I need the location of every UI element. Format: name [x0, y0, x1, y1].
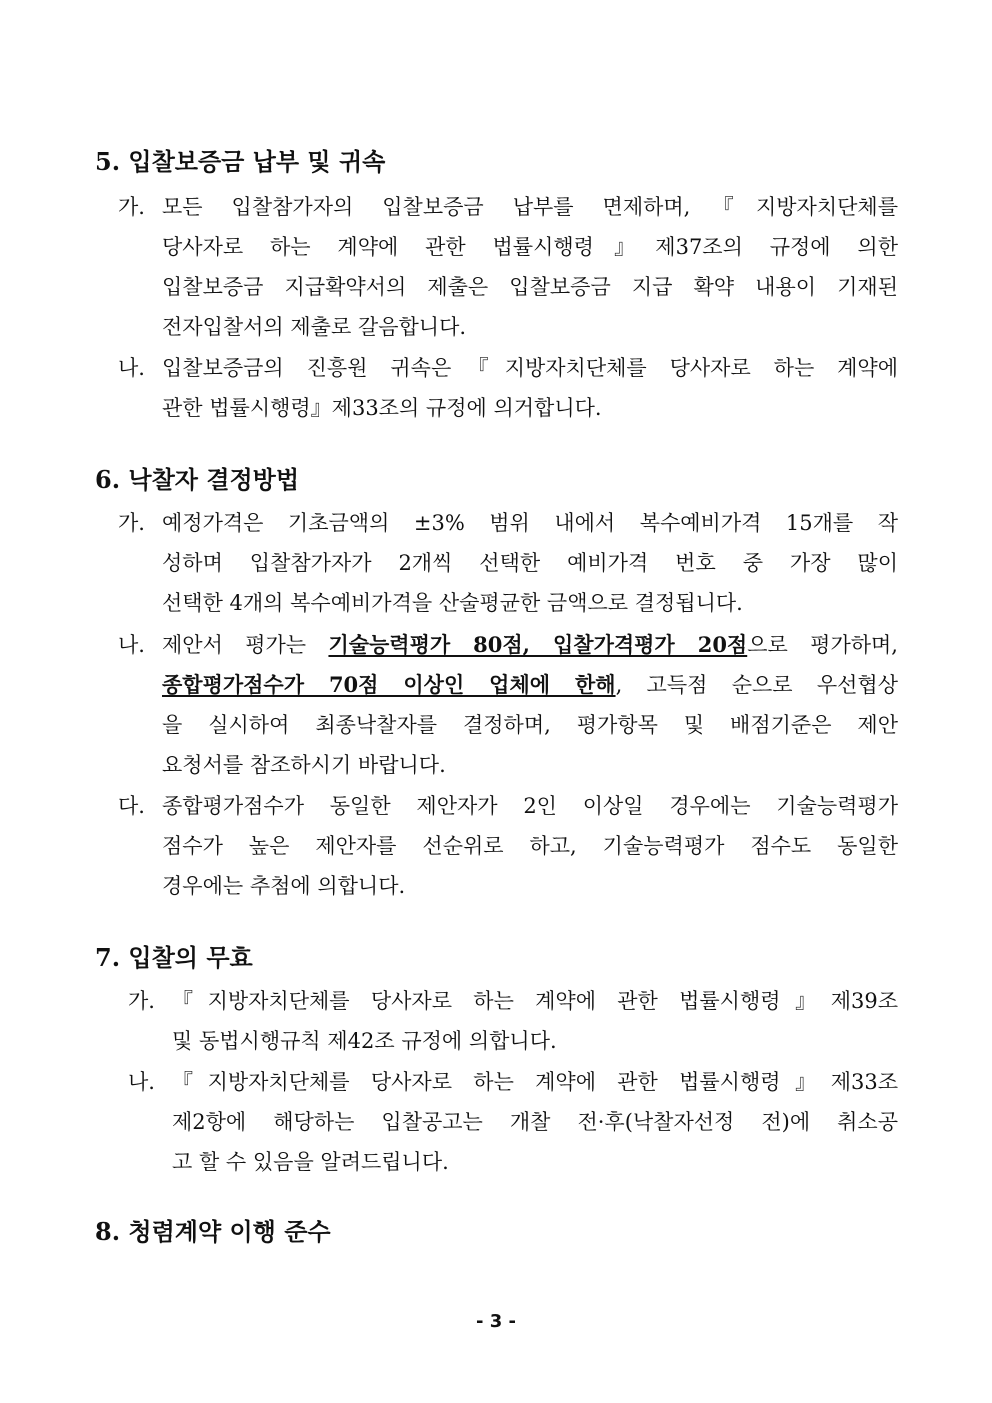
item-marker: 가.	[128, 989, 155, 1013]
section-6-item-ga	[118, 503, 898, 623]
section-5-item-ga	[118, 187, 898, 347]
item-marker: 가.	[118, 511, 145, 535]
emphasis-threshold: 종합평가점수가 70점 이상인 업체에 한해	[162, 672, 616, 697]
item-line: 을 실시하여 최종낙찰자를 결정하며, 평가항목 및 배점기준은 제안	[162, 713, 898, 737]
section-7-item-ga	[128, 981, 898, 1061]
item-line: 선택한 4개의 복수예비가격을 산술평균한 금액으로 결정됩니다.	[162, 591, 743, 615]
line-text: 으로 평가하며,	[747, 633, 898, 657]
section-7-heading: 7. 입찰의 무효	[95, 943, 253, 972]
item-line: 관한 법률시행령』제33조의 규정에 의거합니다.	[162, 396, 602, 420]
item-marker: 나.	[118, 633, 145, 657]
line-text: , 고득점 순으로 우선협상	[615, 673, 899, 697]
item-line: 경우에는 추첨에 의합니다.	[162, 874, 406, 898]
item-marker: 나.	[118, 356, 145, 380]
item-line: 및 동법시행규칙 제42조 규정에 의합니다.	[172, 1029, 557, 1053]
item-line: 성하며 입찰참가자가 2개씩 선택한 예비가격 번호 중 가장 많이	[162, 551, 898, 575]
section-5-item-na	[118, 348, 898, 428]
item-line: 제2항에 해당하는 입찰공고는 개찰 전·후(낙찰자선정 전)에 취소공	[172, 1110, 898, 1134]
item-marker: 가.	[118, 195, 145, 219]
item-line: 『지방자치단체를 당사자로 하는 계약에 관한 법률시행령』제33조	[172, 1070, 898, 1094]
section-7-item-na	[128, 1062, 898, 1182]
item-marker: 다.	[118, 794, 145, 818]
section-5-heading: 5. 입찰보증금 납부 및 귀속	[95, 147, 386, 176]
item-line: 모든 입찰참가자의 입찰보증금 납부를 면제하며,『지방자치단체를	[162, 195, 898, 219]
section-6-item-da	[118, 786, 898, 906]
item-line	[162, 625, 898, 665]
page-number: - 3 -	[476, 1311, 516, 1332]
item-line: 예정가격은 기초금액의 ±3% 범위 내에서 복수예비가격 15개를 작	[162, 511, 898, 535]
item-line	[162, 665, 898, 705]
item-line: 입찰보증금의 진흥원 귀속은『지방자치단체를 당사자로 하는 계약에	[162, 356, 898, 380]
item-line: 고 할 수 있음을 알려드립니다.	[172, 1150, 449, 1174]
item-line: 입찰보증금 지급확약서의 제출은 입찰보증금 지급 확약 내용이 기재된	[162, 275, 898, 299]
emphasis-score-weights: 기술능력평가 80점, 입찰가격평가 20점	[328, 632, 748, 657]
item-line: 점수가 높은 제안자를 선순위로 하고, 기술능력평가 점수도 동일한	[162, 834, 898, 858]
section-8-heading: 8. 청렴계약 이행 준수	[95, 1217, 331, 1246]
line-text: 제안서 평가는	[162, 633, 329, 657]
item-line: 『지방자치단체를 당사자로 하는 계약에 관한 법률시행령』제39조	[172, 989, 898, 1013]
item-line: 전자입찰서의 제출로 갈음합니다.	[162, 315, 467, 339]
item-line: 당사자로 하는 계약에 관한 법률시행령』제37조의 규정에 의한	[162, 235, 898, 259]
item-line: 종합평가점수가 동일한 제안자가 2인 이상일 경우에는 기술능력평가	[162, 794, 898, 818]
section-6-heading: 6. 낙찰자 결정방법	[95, 465, 300, 494]
item-line: 요청서를 참조하시기 바랍니다.	[162, 753, 446, 777]
item-marker: 나.	[128, 1070, 155, 1094]
section-6-item-na	[118, 625, 898, 785]
